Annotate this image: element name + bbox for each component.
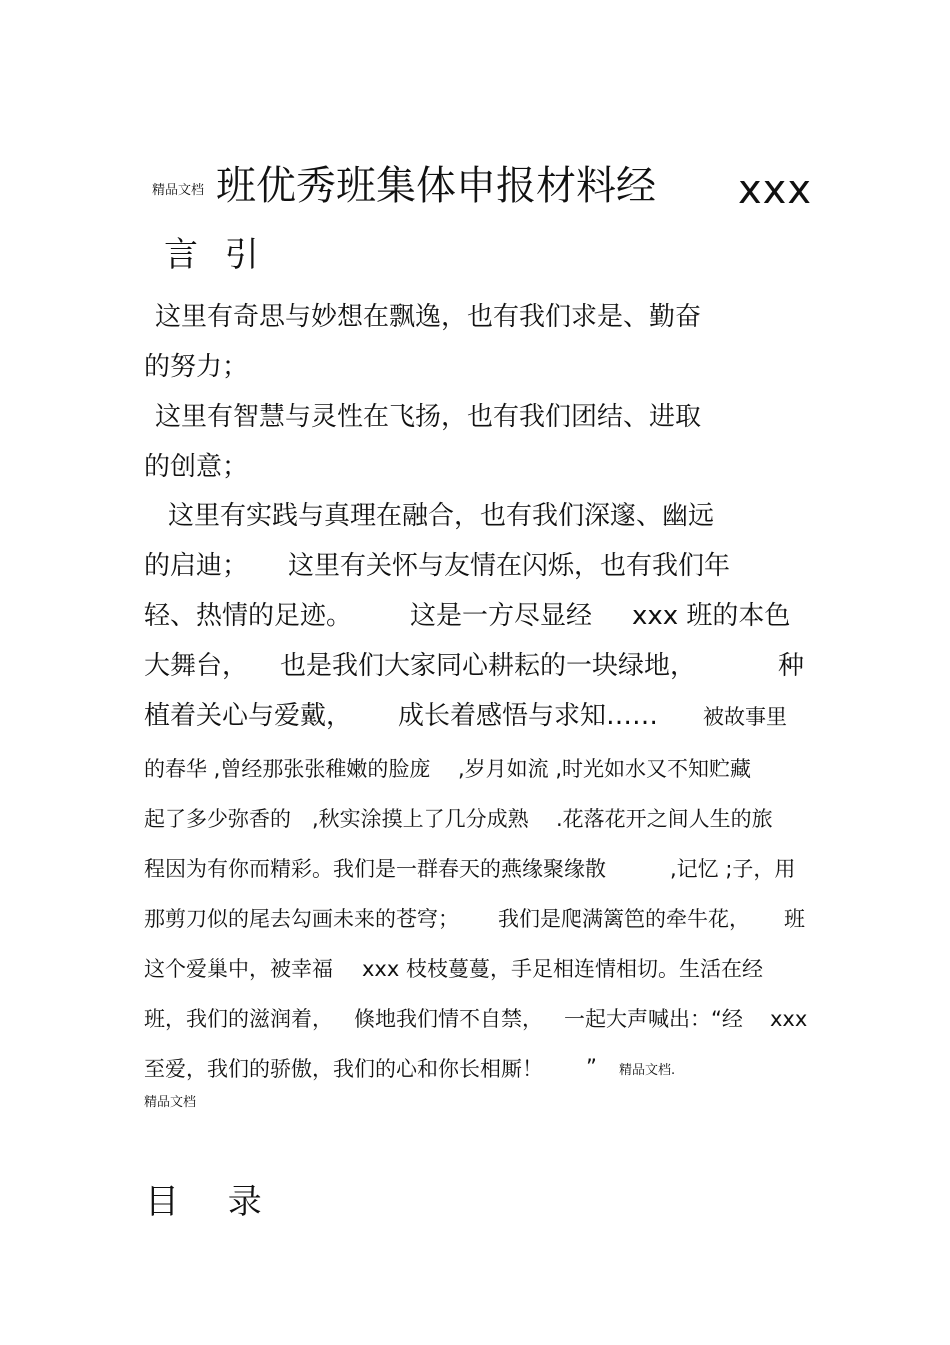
intro-line: 种 [778, 651, 805, 681]
document-title-suffix: xxx [738, 167, 813, 213]
intro-heading: 言 引 [164, 235, 267, 275]
intro-line: 的努力； [144, 352, 249, 382]
intro-line: 成长着感悟与求知…… [398, 701, 659, 731]
intro-line: 被故事里 [703, 705, 787, 729]
intro-line: 一起大声喊出：“经 [564, 1007, 743, 1031]
intro-line: 班，我们的滋润着， [144, 1007, 333, 1031]
intro-line: 大舞台， [144, 651, 249, 681]
intro-line: .花落花开之间人生的旅 [556, 807, 773, 831]
intro-line: 这里有奇思与妙想在飘逸，也有我们求是、勤奋 [155, 302, 702, 332]
intro-line: 至爱，我们的骄傲，我们的心和你长相厮！ [144, 1057, 543, 1081]
intro-line: 我们是爬满篱笆的牵牛花， [498, 907, 750, 931]
intro-line: 这里有关怀与友情在闪烁，也有我们年 [288, 551, 731, 581]
intro-line: 这里有实践与真理在融合，也有我们深邃、幽远 [168, 501, 715, 531]
intro-line: xxx 班的本色 [632, 601, 791, 631]
intro-line: xxx [362, 957, 400, 981]
intro-line: 的春华 ,曾经那张张稚嫩的脸庞 [144, 757, 431, 781]
intro-line: 这里有智慧与灵性在飞扬，也有我们团结、进取 [155, 402, 702, 432]
toc-heading: 目 录 [145, 1182, 262, 1222]
intro-line: ,秋实涂摸上了几分成熟 [312, 807, 529, 831]
intro-line: 枝枝蔓蔓，手足相连情相切。生活在经 [406, 957, 763, 981]
intro-line: ” [586, 1055, 597, 1079]
inline-watermark: 精品文档. [619, 1063, 676, 1078]
intro-line: ,岁月如流 ,时光如水又不知贮藏 [458, 757, 752, 781]
document-title: 班优秀班集体申报材料经 [216, 163, 656, 209]
intro-line: 的启迪； [144, 551, 249, 581]
intro-line: 程因为有你而精彩。我们是一群春天的燕缘聚缘散 [144, 857, 606, 881]
intro-line: ,记忆 ;子，用 [670, 857, 796, 881]
intro-line: 轻、热情的足迹。 [144, 601, 353, 631]
header-watermark: 精品文档 [152, 183, 205, 198]
intro-line: 这个爱巢中，被幸福 [144, 957, 333, 981]
intro-line: 倏地我们情不自禁， [354, 1007, 543, 1031]
intro-line: 这是一方尽显经 [410, 601, 593, 631]
intro-line: 的创意； [144, 452, 249, 482]
footer-watermark: 精品文档 [144, 1095, 197, 1110]
intro-line: xxx [770, 1007, 808, 1031]
intro-line: 植着关心与爱戴， [144, 701, 353, 731]
intro-line: 起了多少弥香的 [144, 807, 291, 831]
intro-line: 那剪刀似的尾去勾画未来的苍穹； [144, 907, 459, 931]
intro-line: 班 [784, 907, 805, 931]
intro-line: 也是我们大家同心耕耘的一块绿地， [280, 651, 697, 681]
